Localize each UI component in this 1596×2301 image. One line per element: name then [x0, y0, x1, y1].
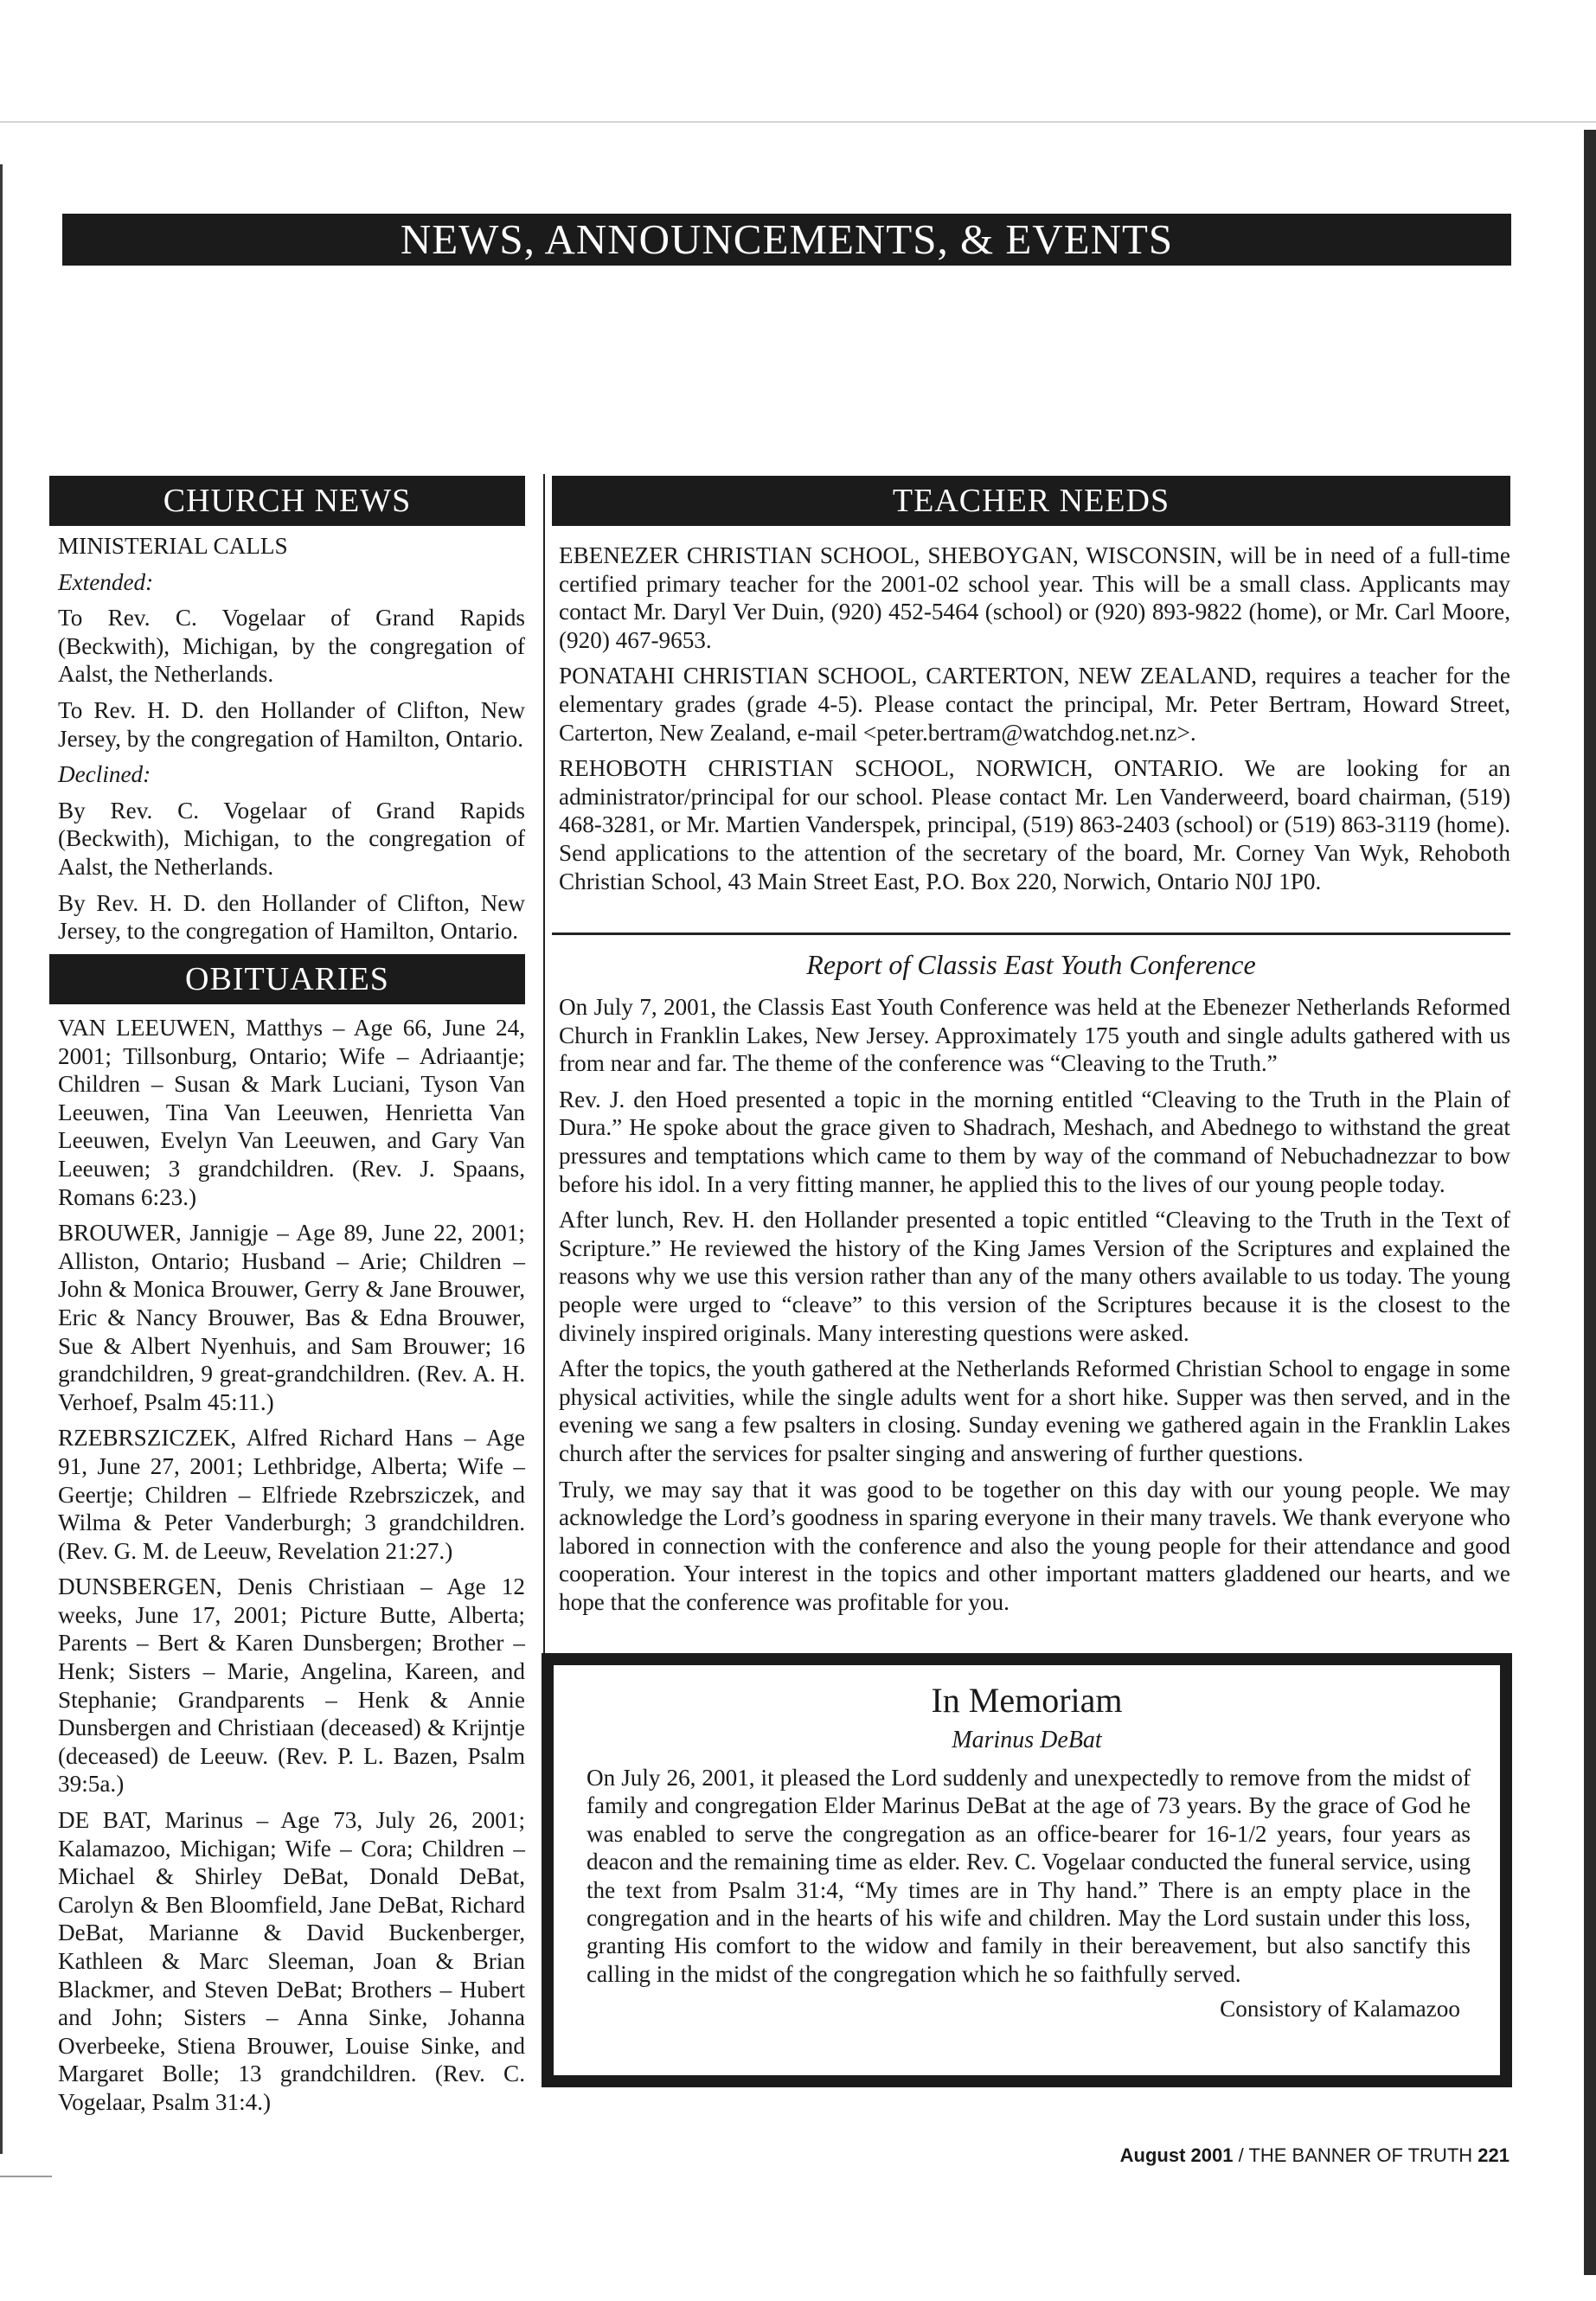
scan-edge-mark	[0, 2176, 52, 2177]
teacher-need-item: REHOBOTH CHRISTIAN SCHOOL, NORWICH, ONTARIO. We are looking for an administrator/principal for our school. Please contact Mr. Len Vanderweerd, board chairman, (519) 468-3281, or Mr. Martien Vanderspek, principal, (519) 863-2403 (school) or (519) 863-3119 (home). Send applications to the attention of the secretary of the board, Mr. Corney Van Wyk, Rehoboth Christian School, 43 Main Street East, P.O. Box 220, Norwich, Ontario N0J 1P0.	[559, 755, 1510, 894]
page-footer	[952, 2144, 1509, 2168]
footer-date: August 2001	[1119, 2144, 1234, 2166]
ministerial-calls-label: MINISTERIAL CALLS	[58, 533, 288, 559]
extended-item: To Rev. H. D. den Hollander of Clifton, New Jersey, by the congregation of Hamilton, Ontario.	[58, 696, 525, 752]
memoriam-name: Marinus DeBat	[952, 1727, 1102, 1753]
report-paragraph: Truly, we may say that it was good to be together on this day with our young people. We may acknowledge the Lord’s goodness in sparing everyone in their many travels. We thank everyone who labored in connection with the conference and also the young people for their attendance and good cooperation. Your interest in the topics and other important matters gladdened our hearts, and we hope that the conference was profitable for you.	[559, 1476, 1510, 1615]
teacher-need-item: PONATAHI CHRISTIAN SCHOOL, CARTERTON, NEW ZEALAND, requires a teacher for the elementary grades (grade 4-5). Please contact the principal, Mr. Peter Bertram, Howard Street, Carterton, New Zealand, e-mail <peter.bertram@watchdog.net.nz>.	[559, 663, 1510, 746]
report-section	[559, 993, 1510, 1624]
top-rule	[0, 121, 1596, 123]
church-news-section	[58, 532, 525, 953]
report-paragraph: On July 7, 2001, the Classis East Youth Conference was held at the Ebenezer Netherlands Reformed Church in Franklin Lakes, New Jersey. Approximately 175 youth and single adults gathered with us from near and far. The theme of the conference was “Cleaving to the Truth.”	[559, 994, 1510, 1077]
obituary-entry: DE BAT, Marinus – Age 73, July 26, 2001; Kalamazoo, Michigan; Wife – Cora; Children – Michael & Shirley DeBat, Donald DeBat, Carolyn & Ben Bloomfield, Jane DeBat, Richard DeBat, Marianne & David Buckenberger, Kathleen & Marc Sleeman, Joan & Brian Blackmer, and Steven DeBat; Brothers – Hubert and John; Sisters – Anna Sinke, Johanna Overbeeke, Stiena Brouwer, Louise Sinke, and Margaret Bolle; 13 grandchildren. (Rev. C. Vogelaar, Psalm 31:4.)	[58, 1807, 525, 2115]
obituary-entry: RZEBRSZICZEK, Alfred Richard Hans – Age 91, June 27, 2001; Lethbridge, Alberta; Wife – Geertje; Children – Elfriede Rzebrsziczek, and Wilma & Peter Vanderburgh; 3 grandchildren. (Rev. G. M. de Leeuw, Revelation 21:27.)	[58, 1425, 525, 1564]
extended-label: Extended:	[58, 568, 154, 595]
obituary-entry: DUNSBERGEN, Denis Christiaan – Age 12 weeks, June 17, 2001; Picture Butte, Alberta; Parents – Bert & Karen Dunsbergen; Brother – Henk; Sisters – Marie, Angelina, Kareen, and Stephanie; Grandparents – Henk & Annie Dunsbergen and Christiaan (deceased) & Krijntje (deceased) de Leeuw. (Rev. P. L. Bazen, Psalm 39:5a.)	[58, 1574, 525, 1798]
memoriam-title: In Memoriam	[931, 1681, 1123, 1720]
in-memoriam-box	[542, 1653, 1512, 2087]
footer-page-number: 221	[1477, 2144, 1509, 2166]
report-paragraph: Rev. J. den Hoed presented a topic in the morning entitled “Cleaving to the Truth in the Plain of Dura.” He spoke about the grace given to Shadrach, Meshach, and Abednego to withstand the great pressures and temptations which came to them by way of the command of Nebuchadnezzar to bow before his idol. In a very fitting manner, he applied this to the lives of our young people today.	[559, 1086, 1510, 1197]
teacher-needs-section	[559, 542, 1510, 903]
report-paragraph: After the topics, the youth gathered at the Netherlands Reformed Christian School to engage in some physical activities, while the single adults went for a short hike. Supper was then served, and in the evening we sang a few psalters in closing. Sunday evening we gathered again in the Franklin Lakes church after the services for psalter singing and answering of further questions.	[559, 1356, 1510, 1466]
scan-edge-left	[0, 164, 3, 2154]
page-banner: NEWS, ANNOUNCEMENTS, & EVENTS	[62, 214, 1511, 266]
report-paragraph: After lunch, Rev. H. den Hollander presented a topic entitled “Cleaving to the Truth in the Text of Scripture.” He reviewed the history of the King James Version of the Scriptures and explained the reasons why we use this version rather than any of the many others available to us today. The young people were urged to “cleave” to this version of the Scriptures because it is the closest to the divinely inspired originals. Many interesting questions were asked.	[559, 1207, 1510, 1346]
teacher-needs-heading: TEACHER NEEDS	[552, 476, 1510, 526]
scan-edge-right	[1584, 130, 1596, 2275]
memoriam-signature: Consistory of Kalamazoo	[1220, 1996, 1460, 2022]
section-rule	[552, 933, 1510, 935]
footer-publication: THE BANNER OF TRUTH	[1248, 2144, 1473, 2166]
obituaries-section	[58, 1014, 525, 2125]
obituary-entry: BROUWER, Jannigje – Age 89, June 22, 2001; Alliston, Ontario; Husband – Arie; Children – John & Monica Brouwer, Gerry & Jane Brouwer, Eric & Nancy Brouwer, Bas & Edna Brouwer, Sue & Albert Nyenhuis, and Sam Brouwer; 16 grandchildren, 9 great-grandchildren. (Rev. A. H. Verhoef, Psalm 45:11.)	[58, 1220, 525, 1415]
declined-item: By Rev. C. Vogelaar of Grand Rapids (Beckwith), Michigan, to the congregation of Aalst, the Netherlands.	[58, 797, 525, 880]
obituary-entry: VAN LEEUWEN, Matthys – Age 66, June 24, 2001; Tillsonburg, Ontario; Wife – Adriaantje; Children – Susan & Mark Luciani, Tyson Van Leeuwen, Tina Van Leeuwen, Henrietta Van Leeuwen, Evelyn Van Leeuwen, and Gary Van Leeuwen; 3 grandchildren. (Rev. J. Spaans, Romans 6:23.)	[58, 1015, 525, 1210]
report-title: Report of Classis East Youth Conference	[806, 949, 1256, 980]
teacher-need-item: EBENEZER CHRISTIAN SCHOOL, SHEBOYGAN, WISCONSIN, will be in need of a full-time certified primary teacher for the 2001-02 school year. This will be a small class. Applicants may contact Mr. Daryl Ver Duin, (920) 452-5464 (school) or (920) 893-9822 (home), or Mr. Carl Moore, (920) 467-9653.	[559, 542, 1510, 653]
declined-item: By Rev. H. D. den Hollander of Clifton, New Jersey, to the congregation of Hamilton, Ontario.	[58, 889, 525, 945]
memoriam-body: On July 26, 2001, it pleased the Lord suddenly and unexpectedly to remove from the midst of family and congregation Elder Marinus DeBat at the age of 73 years. By the grace of God he was enabled to serve the congregation as an office-bearer for 16-1/2 years, four years as deacon and the remaining time as elder. Rev. C. Vogelaar conducted the funeral service, using the text from Psalm 31:4, “My times are in Thy hand.” There is an empty place in the congregation and in the hearts of his wife and children. May the Lord sustain under this loss, granting His comfort to the widow and family in their bereavement, but also sanctify this calling in the midst of the congregation which he so faithfully served.	[586, 1765, 1471, 1987]
extended-item: To Rev. C. Vogelaar of Grand Rapids (Beckwith), Michigan, by the congregation of Aalst, the Netherlands.	[58, 605, 525, 688]
obituaries-heading: OBITUARIES	[49, 954, 525, 1004]
church-news-heading: CHURCH NEWS	[49, 476, 525, 526]
footer-separator: /	[1238, 2144, 1244, 2166]
declined-label: Declined:	[58, 761, 151, 788]
